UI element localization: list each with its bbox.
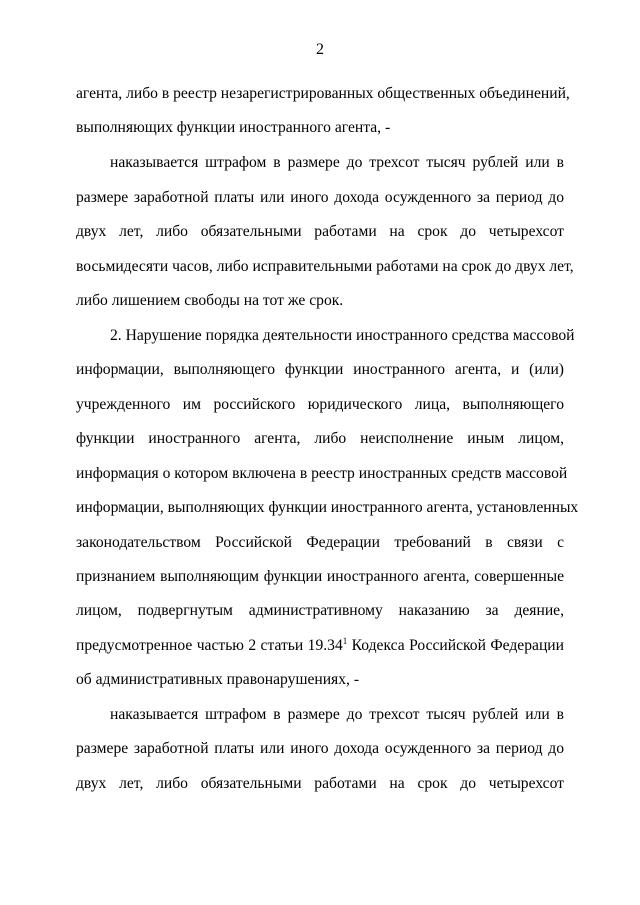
text-line: либо лишением свободы на тот же срок. [76,292,344,309]
page-number: 2 [316,41,324,58]
text-line: информации, выполняющего функции иностранного агента, и (или) [76,361,564,378]
text-line: законодательством Российской Федерации требований в связи с [76,534,564,551]
text-fragment: Кодекса Российской Федерации [347,637,564,654]
text-line: агента, либо в реестр незарегистрированных общественных объединений, [76,85,570,102]
text-line: выполняющих функции иностранного агента, - [76,119,391,136]
text-line: двух лет, либо обязательными работами на срок до четырехсот [76,223,564,240]
text-line: восьмидесяти часов, либо исправительными работами на срок до двух лет, [76,258,574,275]
text-line: информации, выполняющих функции иностранного агента, установленных [76,499,579,516]
text-line: наказывается штрафом в размере до трехсот тысяч рублей или в [110,154,564,171]
text-line-with-superscript [76,636,564,656]
text-line: об административных правонарушениях, - [76,671,360,688]
text-line: признанием выполняющим функции иностранного агента, совершенные [76,568,564,585]
text-line: лицом, подвергнутым административному наказанию за деяние, [76,602,564,619]
superscript-index: 1 [342,636,348,646]
text-line: функции иностранного агента, либо неисполнение иным лицом, [76,430,564,447]
text-line: информация о котором включена в реестр иностранных средств массовой [76,465,568,482]
text-line: 2. Нарушение порядка деятельности иностранного средства массовой [110,327,575,344]
text-line: размере заработной платы или иного дохода осужденного за период до [76,740,564,757]
text-line: размере заработной платы или иного дохода осужденного за период до [76,189,564,206]
text-line: наказывается штрафом в размере до трехсот тысяч рублей или в [110,706,564,723]
text-line: двух лет, либо обязательными работами на срок до четырехсот [76,775,564,792]
text-line: учрежденного им российского юридического лица, выполняющего [76,396,564,413]
text-fragment: предусмотренное частью 2 статьи 19.34 [76,637,343,654]
